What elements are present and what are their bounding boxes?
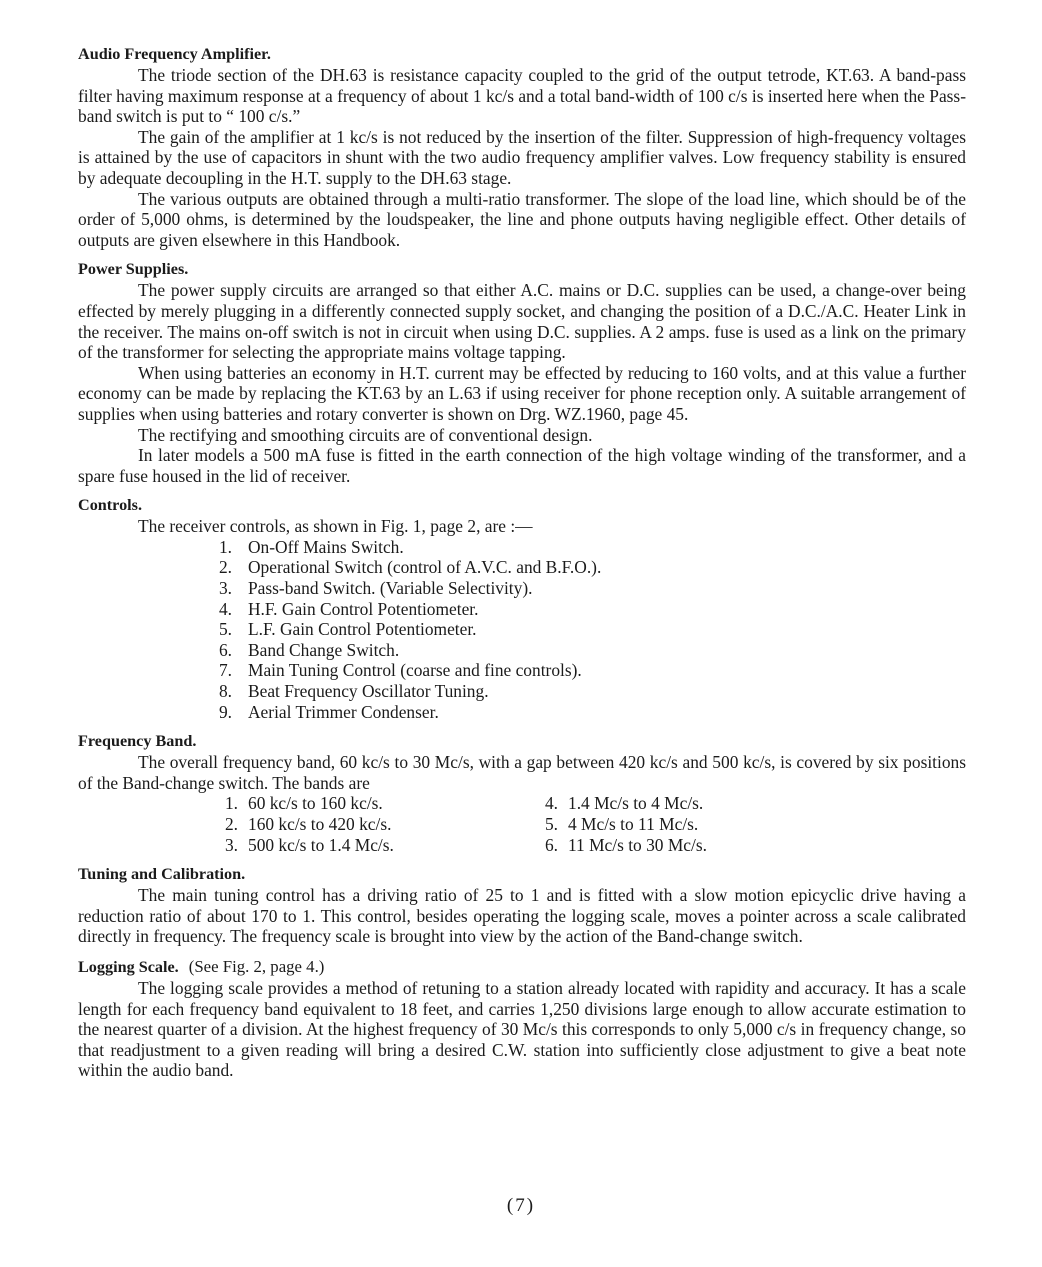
- item-text: Main Tuning Control (coarse and fine controls).: [248, 660, 582, 681]
- list-item: [194, 599, 966, 620]
- item-number: 8.: [218, 681, 232, 702]
- section-frequency-band: [78, 731, 966, 855]
- item-number: 2.: [218, 557, 232, 578]
- band-range: 11 Mc/s to 30 Mc/s.: [568, 834, 707, 855]
- item-text: Aerial Trimmer Condenser.: [248, 701, 439, 722]
- paragraph: The various outputs are obtained through a multi-ratio transformer. The slope of the load line, which should be of the order of 5,000 ohms, is determined by the loudspeaker, the line and phone outputs having negligible effect. Other details of outputs are given elsewhere in this Handbook.: [78, 188, 966, 250]
- list-item: [194, 557, 966, 578]
- section-power-supplies: [78, 259, 966, 486]
- item-text: Pass-band Switch. (Variable Selectivity).: [248, 578, 533, 599]
- band-row: [538, 835, 858, 856]
- band-number: 3.: [224, 834, 238, 855]
- band-row: [538, 793, 858, 814]
- paragraph: The triode section of the DH.63 is resistance capacity coupled to the grid of the output tetrode, KT.63. A band-pass filter having maximum response at a frequency of about 1 kc/s and a total band-width of 100 c/s is inserted here when the Pass-band switch is put to “ 100 c/s.”: [78, 65, 966, 127]
- section-heading: Controls.: [78, 496, 143, 515]
- band-range: 60 kc/s to 160 kc/s.: [248, 793, 383, 814]
- band-row: [538, 814, 858, 835]
- item-number: 7.: [218, 660, 232, 681]
- item-number: 4.: [218, 598, 232, 619]
- band-number: 2.: [224, 814, 238, 834]
- bands-table: [218, 793, 858, 855]
- band-row: [218, 793, 538, 814]
- band-number: 6.: [544, 834, 558, 855]
- list-item: [194, 702, 966, 723]
- band-range: 4 Mc/s to 11 Mc/s.: [568, 814, 699, 834]
- band-range: 1.4 Mc/s to 4 Mc/s.: [568, 793, 704, 814]
- band-number: 5.: [544, 814, 558, 834]
- band-row: [218, 835, 538, 856]
- band-range: 500 kc/s to 1.4 Mc/s.: [248, 834, 394, 855]
- paragraph: When using batteries an economy in H.T. current may be effected by reducing to 160 volts, and at this value a further economy can be made by replacing the KT.63 by an L.63 if using receiver for phone reception only. A suitable arrangement of supplies when using batteries and rotary converter is shown on Drg. WZ.1960, page 45.: [78, 362, 966, 424]
- band-number: 1.: [224, 793, 238, 814]
- band-range: 160 kc/s to 420 kc/s.: [248, 814, 392, 834]
- paragraph: The gain of the amplifier at 1 kc/s is not reduced by the insertion of the filter. Suppression of high-frequency voltages is attained by the use of capacitors in shunt with the two audio frequency amplifier valves. Low frequency stability is ensured by adequate decoupling in the H.T. supply to the DH.63 stage.: [78, 126, 966, 188]
- item-number: 6.: [218, 639, 232, 660]
- section-heading: Power Supplies.: [78, 260, 189, 279]
- section-tuning-calibration: [78, 864, 966, 947]
- item-text: H.F. Gain Control Potentiometer.: [248, 598, 479, 619]
- list-item: [194, 578, 966, 599]
- item-number: 1.: [218, 536, 232, 557]
- paragraph: The logging scale provides a method of retuning to a station already located with rapidity and accuracy. It has a scale length for each frequency band equivalent to 18 feet, and carries 1,250 divisions large enough to allow accurate estimation to the nearest quarter of a division. At the highest frequency of 30 Mc/s this corresponds to only 5,000 c/s in frequency change, so that readjustment to a given reading will bring a desired C.W. station into sufficiently close adjustment to give a beat note within the audio band.: [78, 977, 966, 1081]
- list-item: [194, 640, 966, 661]
- item-text: Operational Switch (control of A.V.C. and B.F.O.).: [248, 557, 602, 578]
- section-heading: Frequency Band.: [78, 732, 197, 751]
- paragraph: The receiver controls, as shown in Fig. 1, page 2, are :—: [138, 516, 533, 537]
- page-number: (7): [506, 1195, 536, 1216]
- heading-text: Logging Scale.: [78, 957, 179, 976]
- paragraph: The power supply circuits are arranged so that either A.C. mains or D.C. supplies can be used, a change-over being effected by merely plugging in a differently connected supply socket, and changing the position of a D.C./A.C. Heater Link in the receiver. The mains on-off switch is not in circuit when using D.C. supplies. A 2 amps. fuse is used as a link on the primary of the transformer for selecting the appropriate mains voltage tapping.: [78, 280, 966, 363]
- section-heading: Audio Frequency Amplifier.: [78, 45, 271, 63]
- section-heading: Tuning and Calibration.: [78, 865, 246, 884]
- band-number: 4.: [544, 793, 558, 814]
- controls-list: [78, 537, 966, 722]
- section-logging-scale: [78, 956, 966, 1081]
- item-text: Band Change Switch.: [248, 639, 400, 660]
- item-text: Beat Frequency Oscillator Tuning.: [248, 681, 489, 702]
- list-item: [194, 660, 966, 681]
- section-controls: [78, 495, 966, 722]
- list-item: [194, 619, 966, 640]
- band-row: [218, 814, 538, 835]
- item-number: 9.: [218, 701, 232, 722]
- item-number: 5.: [218, 619, 232, 640]
- section-heading: [78, 956, 966, 978]
- item-text: L.F. Gain Control Potentiometer.: [248, 619, 477, 640]
- paragraph: In later models a 500 mA fuse is fitted in the earth connection of the high voltage winding of the transformer, and a spare fuse housed in the lid of receiver.: [78, 445, 966, 486]
- heading-figure-reference: (See Fig. 2, page 4.): [188, 956, 325, 976]
- section-audio-frequency-amplifier: [78, 44, 966, 250]
- paragraph: The overall frequency band, 60 kc/s to 30 Mc/s, with a gap between 420 kc/s and 500 kc/s, is covered by six positions of the Band-change switch. The bands are: [78, 752, 966, 793]
- paragraph: The main tuning control has a driving ratio of 25 to 1 and is fitted with a slow motion epicyclic drive having a reduction ratio of about 170 to 1. This control, besides operating the logging scale, moves a pointer across a scale calibrated directly in frequency. The frequency scale is brought into view by the action of the Band-change switch.: [78, 885, 966, 947]
- list-item: [194, 537, 966, 558]
- paragraph: The rectifying and smoothing circuits are of conventional design.: [138, 424, 593, 445]
- list-item: [194, 681, 966, 702]
- item-text: On-Off Mains Switch.: [248, 536, 404, 557]
- item-number: 3.: [218, 578, 232, 599]
